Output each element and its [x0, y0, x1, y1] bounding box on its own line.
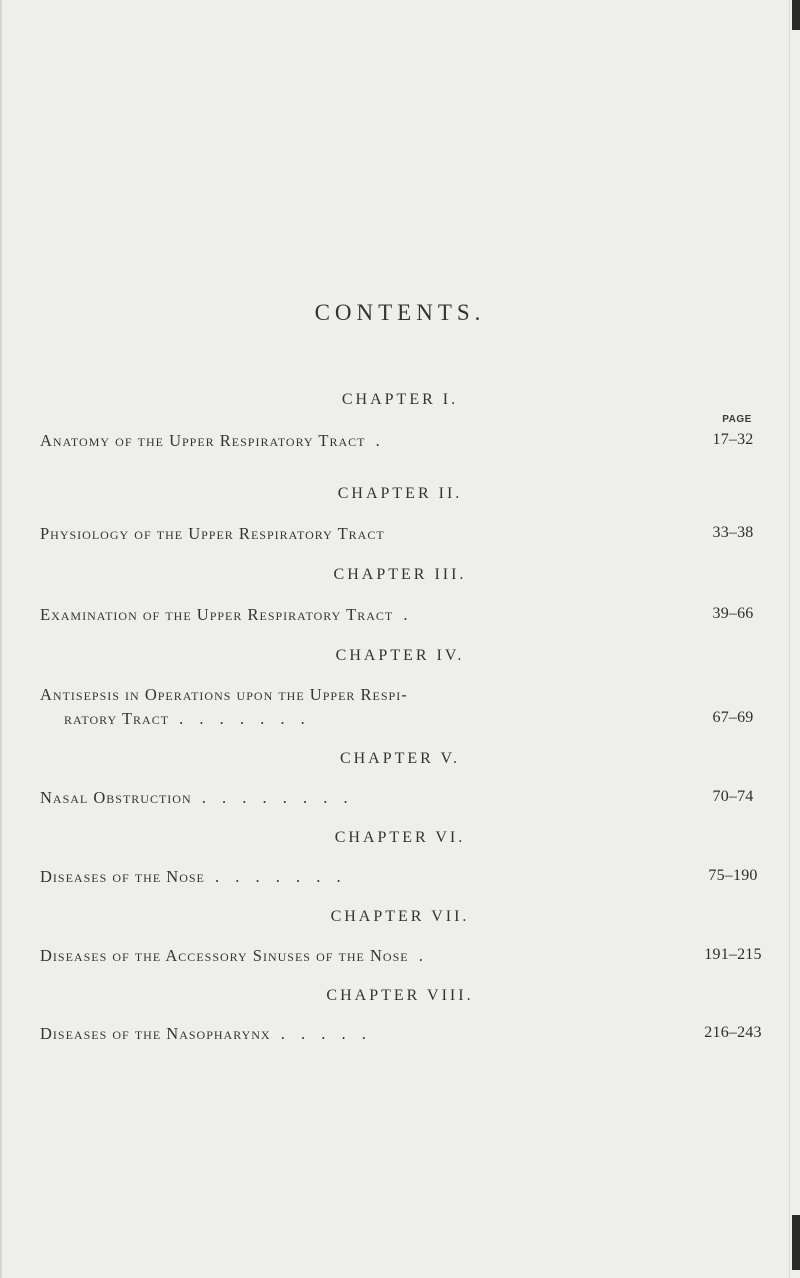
chapter-title-text: Diseases of the Nose	[40, 867, 205, 886]
chapter-title	[40, 605, 540, 625]
chapter-leader: . . . . . . .	[204, 867, 347, 886]
chapter-heading: CHAPTER I.	[341, 391, 459, 408]
chapter-pages: 191–215	[704, 946, 762, 963]
chapter-heading: CHAPTER VIII.	[326, 987, 474, 1004]
chapter-pages: 39–66	[712, 605, 754, 622]
chapter-title-text: Anatomy of the Upper Respiratory Tract	[40, 431, 366, 450]
chapter-leader: .	[393, 605, 414, 624]
chapter-heading: CHAPTER VII.	[330, 908, 470, 925]
chapter-pages: 67–69	[712, 709, 754, 726]
chapter-heading: CHAPTER V.	[339, 750, 461, 767]
chapter-title	[40, 431, 540, 451]
page-right-edge	[789, 0, 800, 1278]
contents-title: CONTENTS.	[314, 300, 486, 325]
chapter-leader: . . . . . . .	[169, 709, 311, 728]
chapter-title	[40, 867, 540, 887]
chapter-title-text: Diseases of the Nasopharynx	[40, 1024, 271, 1043]
chapter-title-continued	[64, 709, 564, 729]
chapter-title	[40, 946, 540, 966]
page-column-label: PAGE	[722, 414, 752, 425]
chapter-leader: . . . . .	[270, 1024, 372, 1043]
chapter-pages: 33–38	[712, 524, 754, 541]
chapter-pages: 216–243	[704, 1024, 762, 1041]
chapter-leader: . . . . . . . .	[191, 788, 354, 807]
chapter-title	[40, 1024, 540, 1044]
chapter-heading: CHAPTER IV.	[335, 647, 465, 664]
chapter-title	[40, 788, 540, 808]
edge-mark-top	[792, 0, 800, 30]
chapter-heading: CHAPTER III.	[333, 566, 467, 583]
chapter-pages: 70–74	[712, 788, 754, 805]
chapter-title	[40, 524, 540, 544]
chapter-heading: CHAPTER II.	[337, 485, 463, 502]
chapter-leader: .	[408, 946, 429, 965]
chapter-title-text: Diseases of the Accessory Sinuses of the Nose	[40, 946, 409, 965]
chapter-pages: 17–32	[712, 431, 754, 448]
edge-mark-bottom	[792, 1215, 800, 1270]
chapter-title-text: Nasal Obstruction	[40, 788, 192, 807]
chapter-title-text: Physiology of the Upper Respiratory Tract	[40, 524, 385, 543]
chapter-title	[40, 685, 540, 705]
chapter-leader: .	[365, 431, 386, 450]
chapter-title-text: Antisepsis in Operations upon the Upper Respi-	[40, 685, 408, 704]
chapter-heading: CHAPTER VI.	[334, 829, 466, 846]
chapter-pages: 75–190	[708, 867, 758, 884]
chapter-title-text: Examination of the Upper Respiratory Tract	[40, 605, 394, 624]
page-left-edge	[0, 0, 2, 1278]
chapter-title-text: ratory Tract	[64, 709, 170, 728]
